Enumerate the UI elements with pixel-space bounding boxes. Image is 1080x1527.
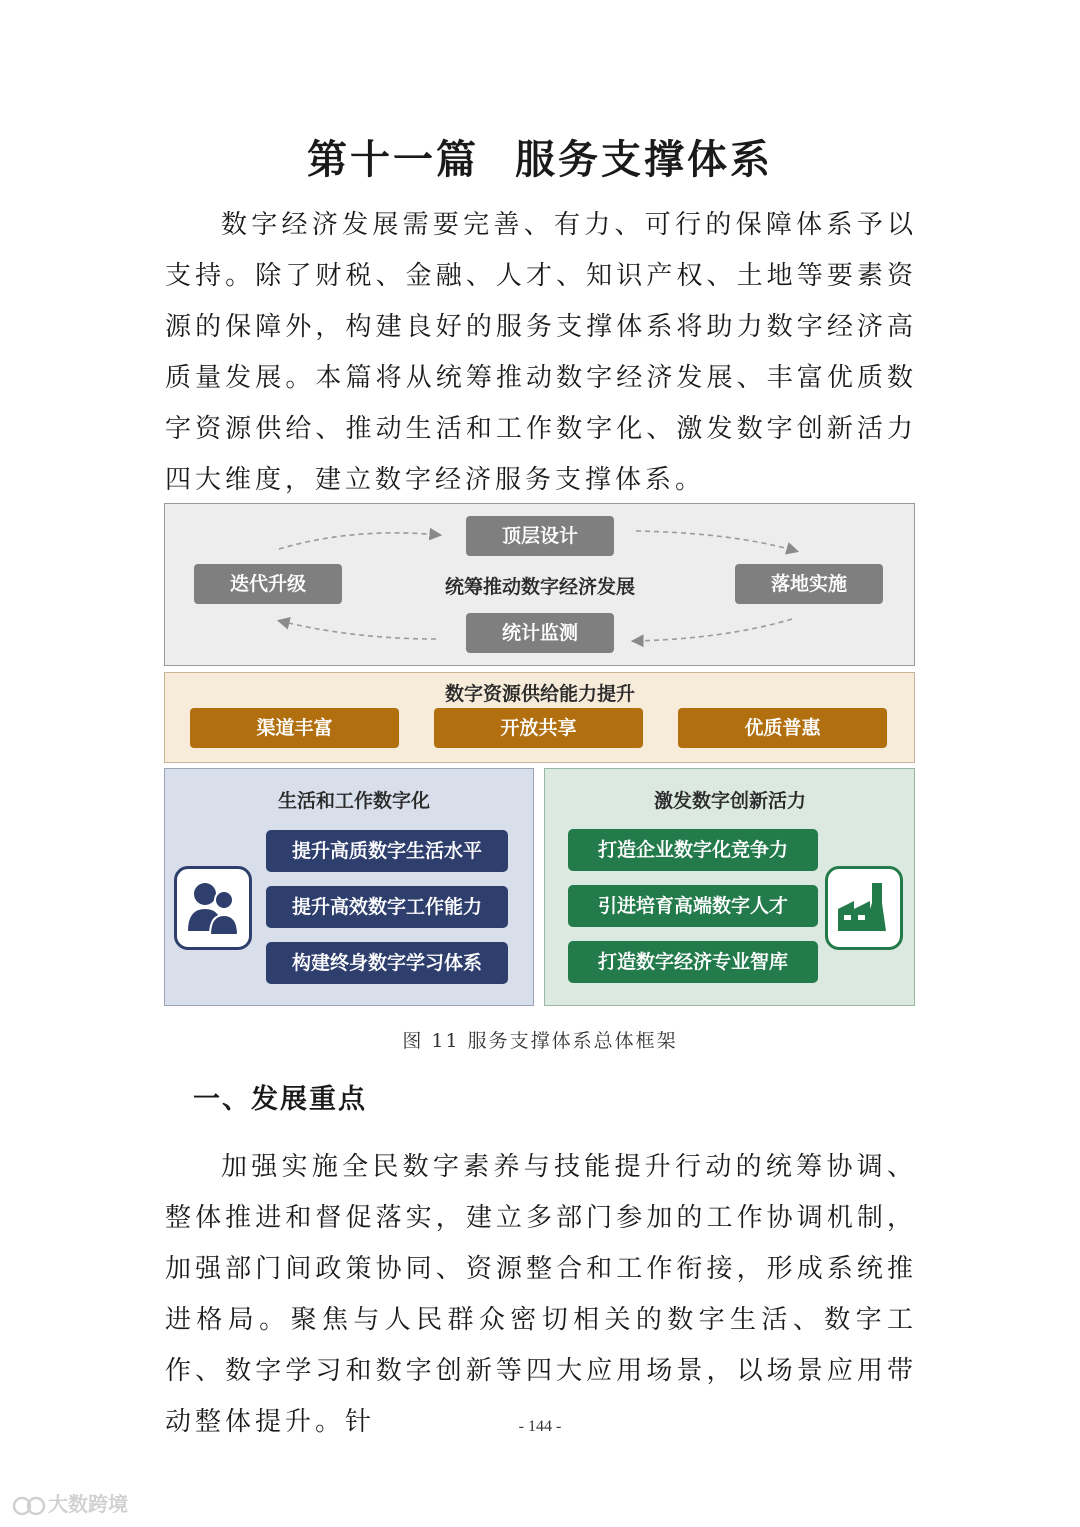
life-work-title: 生活和工作数字化 [277, 790, 430, 812]
factory-icon [825, 866, 903, 950]
resource-supply-title: 数字资源供给能力提升 [444, 683, 635, 705]
arrow-right-to-bottom [634, 619, 792, 641]
cycle-bottom-box: 统计监测 [466, 613, 614, 653]
intro-paragraph: 数字经济发展需要完善、有力、可行的保障体系予以支持。除了财税、金融、人才、知识产权、土地等要素资源的保障外，构建良好的服务支撑体系将助力数字经济高质量发展。本篇将从统筹推动数字经济发展、丰富优质数字资源供给、推动生活和工作数字化、激发数字创新活力四大维度，建立数字经济服务支撑体系。 [165, 210, 917, 495]
cycle-left-box: 迭代升级 [194, 564, 342, 604]
watermark-logo-icon [12, 1493, 48, 1519]
resource-item: 开放共享 [434, 708, 643, 748]
cycle-top-box: 顶层设计 [466, 516, 614, 556]
section-heading: 一、发展重点 [193, 1084, 367, 1115]
innovation-item: 打造企业数字化竞争力 [568, 829, 818, 871]
section-paragraph: 加强实施全民数字素养与技能提升行动的统筹协调、整体推进和督促落实，建立多部门参加的工作协调机制，加强部门间政策协同、资源整合和工作衔接，形成系统推进格局。聚焦与人民群众密切相关的数字生活、数字工作、数字学习和数字创新等四大应用场景，以场景应用带动整体提升。针 [165, 1152, 917, 1437]
resource-item: 优质普惠 [678, 708, 887, 748]
page-title [0, 128, 1080, 185]
innovation-item: 打造数字经济专业智库 [568, 941, 818, 983]
arrow-left-to-top [279, 533, 439, 549]
page-number: - 144 - [518, 1418, 562, 1435]
people-icon [174, 866, 252, 950]
title-name: 服务支撑体系 [515, 137, 773, 183]
innovation-item: 引进培育高端数字人才 [568, 885, 818, 927]
arrow-top-to-right [636, 531, 796, 551]
cycle-right-box: 落地实施 [735, 564, 883, 604]
watermark [12, 1488, 152, 1518]
life-work-item: 提升高质数字生活水平 [266, 830, 508, 872]
resource-item: 渠道丰富 [190, 708, 399, 748]
coordination-center-label: 统筹推动数字经济发展 [444, 576, 635, 598]
arrow-bottom-to-left [280, 621, 436, 639]
figure-caption: 图 11 服务支撑体系总体框架 [402, 1030, 678, 1052]
life-work-item: 构建终身数字学习体系 [266, 942, 508, 984]
title-part: 第十一篇 [307, 137, 479, 183]
life-work-item: 提升高效数字工作能力 [266, 886, 508, 928]
watermark-text: 大数跨境 [48, 1492, 128, 1516]
innovation-title: 激发数字创新活力 [653, 790, 806, 812]
